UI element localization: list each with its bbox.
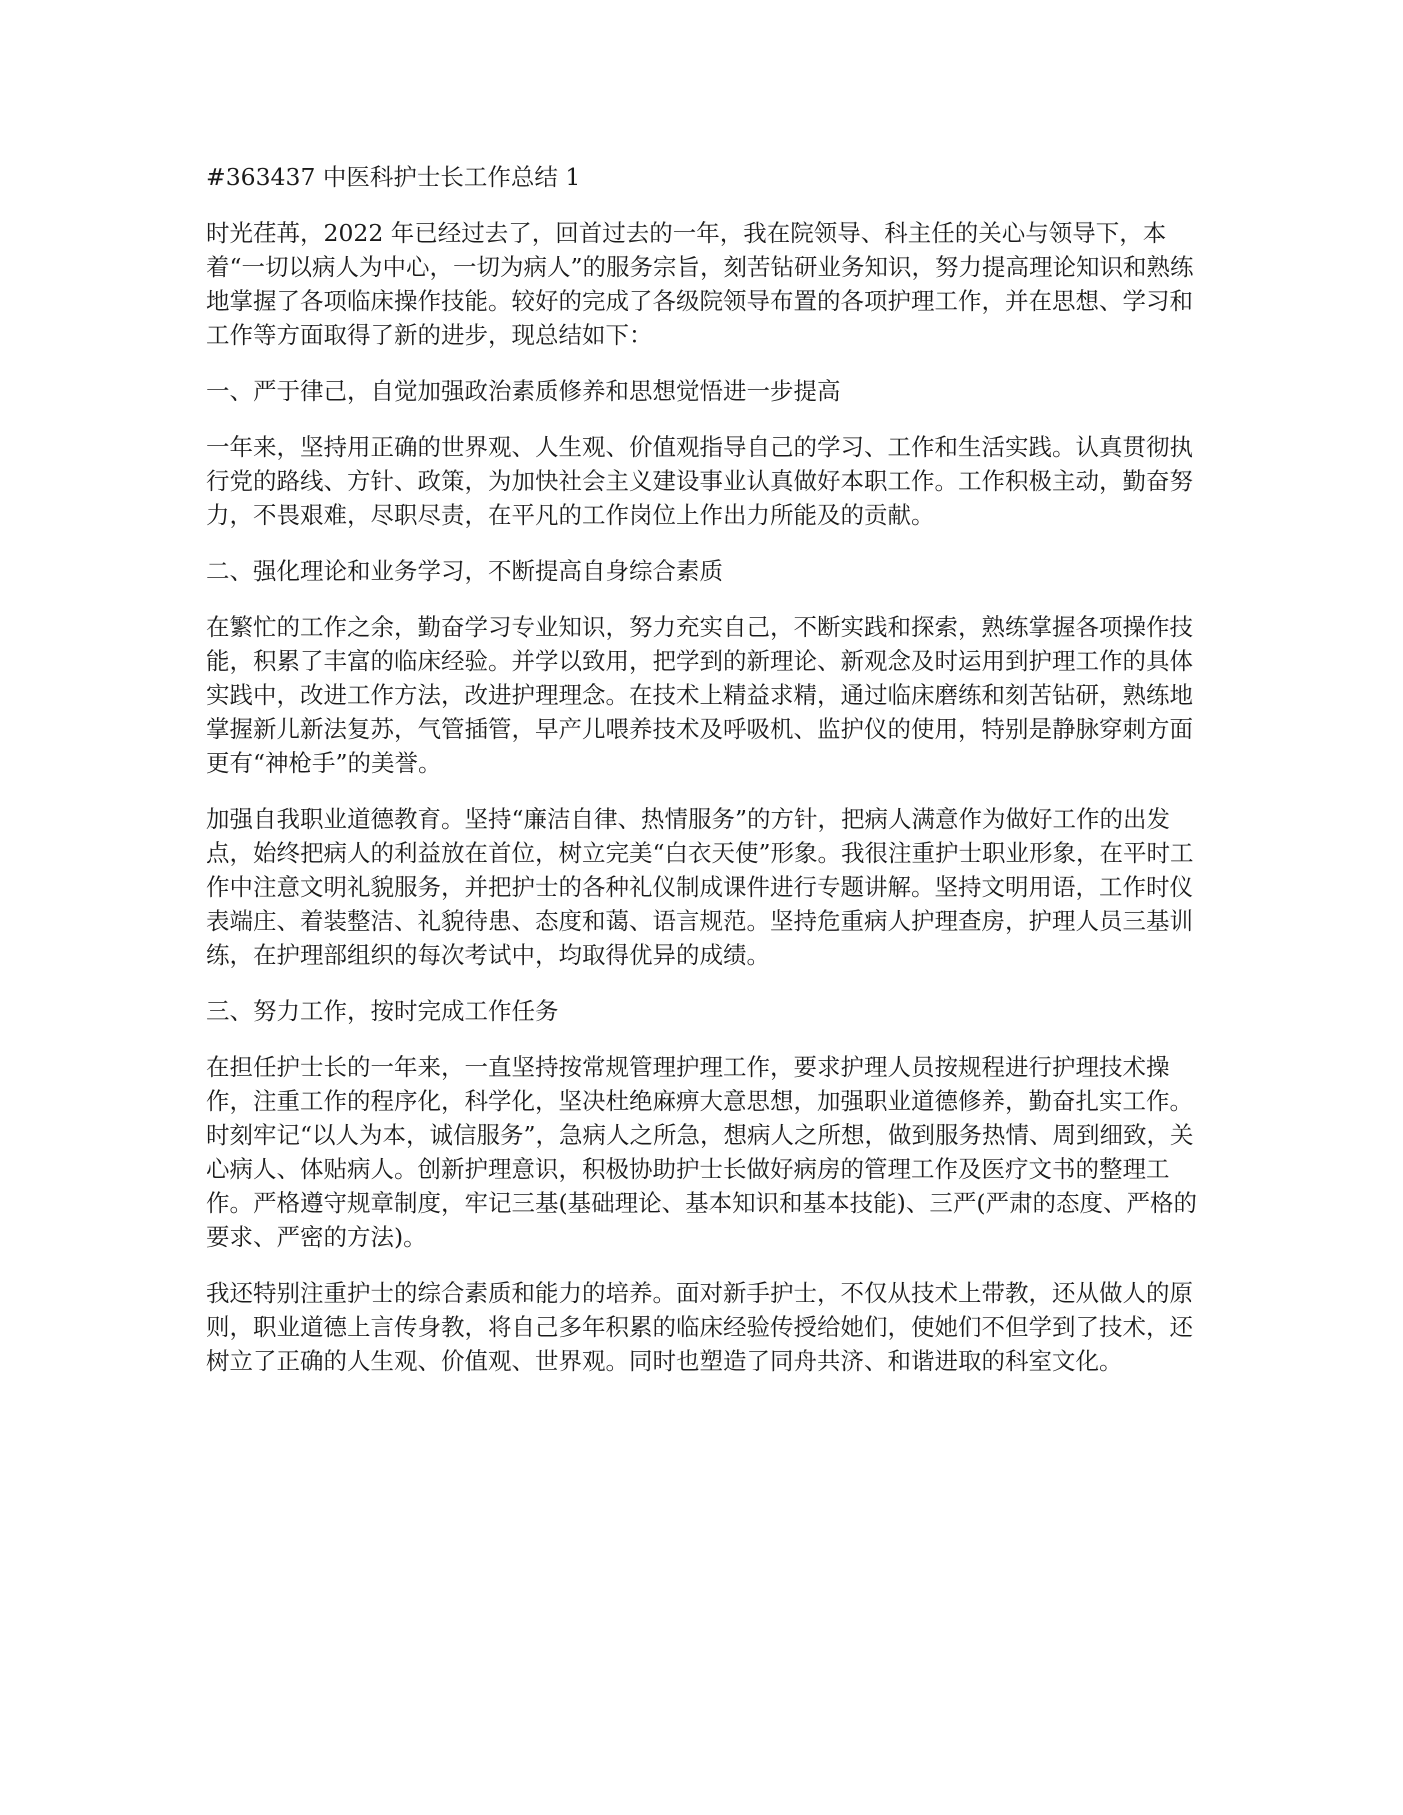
paragraph-section-2b: 加强自我职业道德教育。坚持“廉洁自律、热情服务”的方针，把病人满意作为做好工作的出发点，始终把病人的利益放在首位，树立完美“白衣天使”形象。我很注重护士职业形象，在平时工作中注意文明礼貌服务，并把护士的各种礼仪制成课件进行专题讲解。坚持文明用语，工作时仪表端庄、着装整洁、礼貌待患、态度和蔼、语言规范。坚持危重病人护理查房，护理人员三基训练，在护理部组织的每次考试中，均取得优异的成绩。 — [206, 805, 1194, 969]
paragraph-section-3b: 我还特别注重护士的综合素质和能力的培养。面对新手护士，不仅从技术上带教，还从做人的原则，职业道德上言传身教，将自己多年积累的临床经验传授给她们，使她们不但学到了技术，还树立了正确的人生观、价值观、世界观。同时也塑造了同舟共济、和谐进取的科室文化。 — [206, 1279, 1193, 1375]
paragraph-section-3a: 在担任护士长的一年来，一直坚持按常规管理护理工作，要求护理人员按规程进行护理技术操作，注重工作的程序化，科学化，坚决杜绝麻痹大意思想，加强职业道德修养，勤奋扎实工作。时刻牢记“以人为本，诚信服务”，急病人之所急，想病人之所想，做到服务热情、周到细致，关心病人、体贴病人。创新护理意识，积极协助护士长做好病房的管理工作及医疗文书的整理工作。严格遵守规章制度，牢记三基(基础理论、基本知识和基本技能)、三严(严肃的态度、严格的要求、严密的方法)。 — [206, 1053, 1198, 1251]
section-heading-1: 一、严于律己，自觉加强政治素质修养和思想觉悟进一步提高 — [206, 377, 841, 405]
document-body — [206, 160, 1206, 1400]
section-heading-3: 三、努力工作，按时完成工作任务 — [206, 997, 559, 1025]
paragraph-intro: 时光荏苒，2022 年已经过去了，回首过去的一年，我在院领导、科主任的关心与领导下，本着“一切以病人为中心，一切为病人”的服务宗旨，刻苦钻研业务知识，努力提高理论知识和熟练地掌握了各项临床操作技能。较好的完成了各级院领导布置的各项护理工作，并在思想、学习和工作等方面取得了新的进步，现总结如下： — [206, 219, 1194, 349]
paragraph-section-1: 一年来，坚持用正确的世界观、人生观、价值观指导自己的学习、工作和生活实践。认真贯彻执行党的路线、方针、政策，为加快社会主义建设事业认真做好本职工作。工作积极主动，勤奋努力，不畏艰难，尽职尽责，在平凡的工作岗位上作出力所能及的贡献。 — [206, 433, 1193, 529]
document-title: #363437 中医科护士长工作总结 1 — [206, 163, 581, 191]
section-heading-2: 二、强化理论和业务学习，不断提高自身综合素质 — [206, 557, 723, 585]
paragraph-section-2a: 在繁忙的工作之余，勤奋学习专业知识，努力充实自己，不断实践和探索，熟练掌握各项操作技能，积累了丰富的临床经验。并学以致用，把学到的新理论、新观念及时运用到护理工作的具体实践中，改进工作方法，改进护理理念。在技术上精益求精，通过临床磨练和刻苦钻研，熟练地掌握新儿新法复苏，气管插管，早产儿喂养技术及呼吸机、监护仪的使用，特别是静脉穿刺方面更有“神枪手”的美誉。 — [206, 613, 1193, 777]
